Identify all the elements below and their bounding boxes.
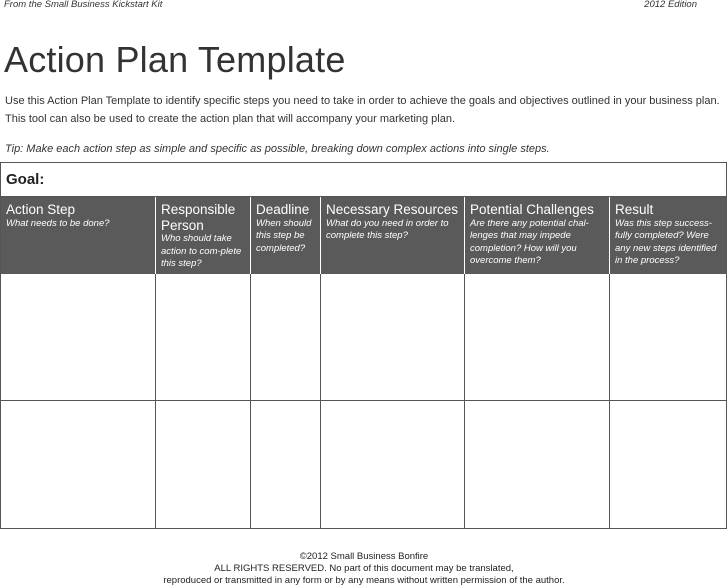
footer-line-1: ©2012 Small Business Bonfire [299, 551, 429, 562]
table-cell-result[interactable] [609, 401, 726, 528]
column-header-action-step [1, 197, 155, 274]
tip-text: Tip: Make each action step as simple and specific as possible, breaking down complex actions into single steps. [5, 143, 550, 155]
column-header-necessary-resources [320, 197, 464, 274]
footer-line-2: ALL RIGHTS RESERVED. No part of this document may be translated, [214, 563, 514, 574]
column-subtitle: Was this step success-fully completed? Were any new steps identified in the process? [615, 217, 717, 266]
column-subtitle: When should this step be completed? [256, 217, 312, 254]
action-plan-table [0, 162, 727, 529]
table-cell-deadline[interactable] [250, 401, 320, 528]
copyright-footer [0, 551, 728, 587]
table-row [1, 274, 726, 401]
table-cell-responsible-person[interactable] [155, 274, 250, 400]
column-header-result [609, 197, 726, 274]
table-header [1, 197, 726, 274]
intro-line-1: Use this Action Plan Template to identify specific steps you need to take in order to achieve the goals and objectives outlined in your business plan. [5, 95, 720, 107]
column-title: Necessary Resources [326, 202, 459, 217]
column-header-responsible-person [155, 197, 250, 274]
edition-note: 2012 Edition [644, 0, 697, 10]
footer-line-3: reproduced or transmitted in any form or by any means without written permission of the author. [163, 575, 565, 586]
column-header-potential-challenges [464, 197, 609, 274]
intro-line-2: This tool can also be used to create the action plan that will accompany your marketing plan. [5, 112, 456, 125]
intro-text [5, 93, 725, 128]
table-cell-deadline[interactable] [250, 274, 320, 400]
column-title: Action Step [6, 202, 76, 217]
source-note: From the Small Business Kickstart Kit [4, 0, 163, 10]
column-title: Potential Challenges [470, 202, 594, 217]
column-header-deadline [250, 197, 320, 274]
goal-label: Goal: [6, 171, 45, 188]
table-cell-action-step[interactable] [1, 401, 155, 528]
table-cell-potential-challenges[interactable] [464, 274, 609, 400]
column-subtitle: Are there any potential chal-lenges that may impede completion? How will you overcome them? [470, 217, 589, 266]
page-title: Action Plan Template [4, 39, 346, 80]
column-subtitle: Who should take action to com-plete this step? [161, 233, 242, 269]
column-title: Responsible Person [161, 202, 236, 233]
table-row [1, 401, 726, 528]
table-cell-result[interactable] [609, 274, 726, 400]
table-cell-potential-challenges[interactable] [464, 401, 609, 528]
table-cell-necessary-resources[interactable] [320, 401, 464, 528]
column-subtitle: What needs to be done? [6, 217, 110, 229]
column-title: Deadline [256, 202, 310, 217]
column-subtitle: What do you need in order to complete this step? [326, 217, 449, 241]
column-title: Result [615, 202, 654, 217]
table-cell-action-step[interactable] [1, 274, 155, 400]
table-cell-necessary-resources[interactable] [320, 274, 464, 400]
goal-row[interactable] [1, 163, 726, 197]
table-cell-responsible-person[interactable] [155, 401, 250, 528]
